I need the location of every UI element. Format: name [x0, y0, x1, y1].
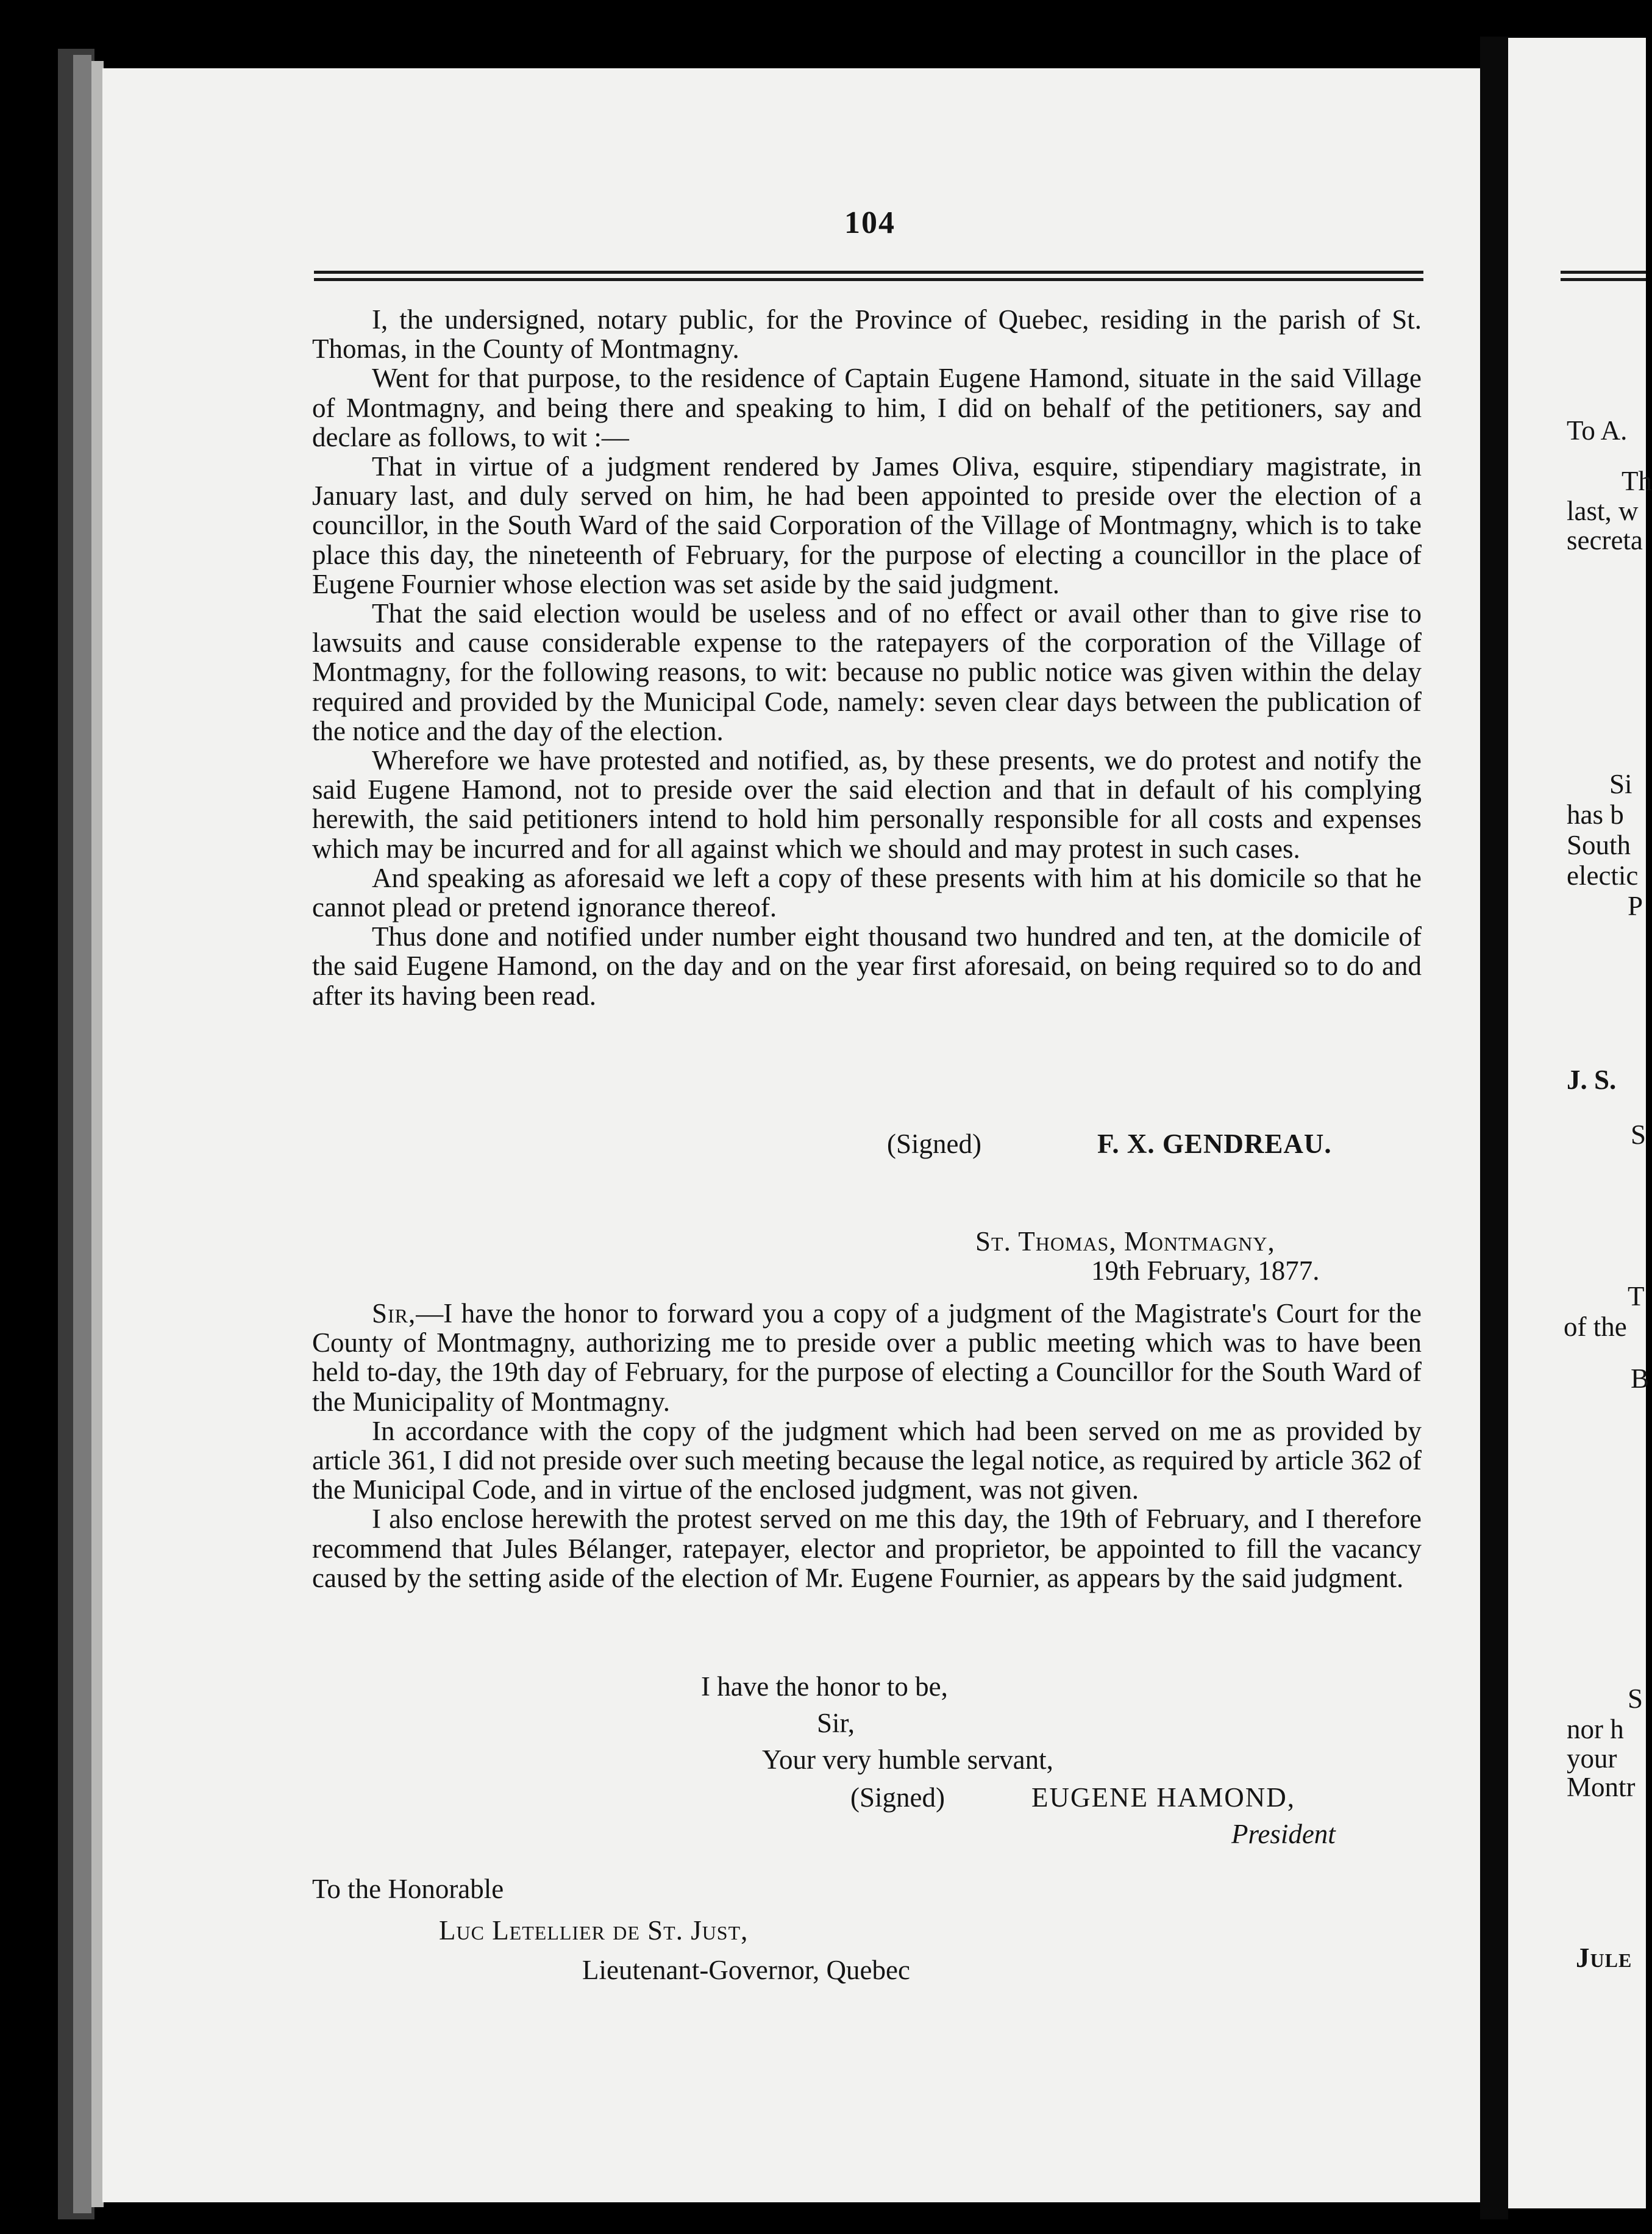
notary-signature: F. X. GENDREAU. [1097, 1129, 1332, 1159]
facing-fragment: South [1567, 830, 1631, 860]
facing-rule-bottom [1561, 278, 1646, 281]
addressee-title: Lieutenant-Governor, Quebec [582, 1955, 910, 1985]
notary-signed-label: (Signed) [887, 1129, 981, 1159]
facing-fragment: S [1631, 1119, 1647, 1150]
facing-fragment: Montr [1567, 1772, 1636, 1802]
facing-fragment: secreta [1567, 525, 1643, 555]
facing-fragment: B [1631, 1363, 1650, 1394]
addressee-line: To the Honorable [312, 1874, 504, 1904]
letter-salutation: Sir, [372, 1298, 416, 1329]
facing-fragment: J. S. [1567, 1065, 1617, 1095]
letter-closing-sir: Sir, [817, 1708, 855, 1738]
book-spine [1480, 37, 1508, 2219]
letter-signature: EUGENE HAMOND, [1031, 1782, 1295, 1813]
notarial-paragraph: And speaking as aforesaid we left a copy of these presents with him at his domicile so that he cannot plead or pretend ignorance thereof. [312, 862, 1422, 923]
letter-paragraph [312, 1299, 1422, 1416]
facing-fragment: Si [1609, 769, 1632, 799]
notarial-paragraph: That in virtue of a judgment rendered by James Oliva, esquire, stipendiary magistrate, in January last, and duly served on him, he had been appointed to preside over the election of a councillor, in the South Ward of the said Corporation of the Village of Montmagny, which is to take place this day, the nineteenth of February, for the purpose of electing a councillor in the place of Eugene Fournier whose election was set aside by the said judgment. [312, 451, 1422, 599]
notarial-paragraph: Went for that purpose, to the residence of Captain Eugene Hamond, situate in the said Village of Montmagny, and being there and speaking to him, I did on behalf of the petitioners, say and declare as follows, to wit :— [312, 363, 1422, 452]
page-number: 104 [844, 205, 895, 240]
facing-fragment: S [1628, 1683, 1643, 1714]
facing-fragment: your [1567, 1743, 1617, 1774]
letter-body [312, 1299, 1422, 1593]
notarial-act [312, 305, 1422, 1010]
letter-first-paragraph: —I have the honor to forward you a copy of a judgment of the Magistrate's Court for the County of Montmagny, authorizing me to preside over a public meeting which was to have been held to-day, the 19th day of February, for the purpose of electing a Councillor for the South Ward of the Municipality of Montmagny. [312, 1298, 1422, 1417]
facing-page [1508, 38, 1646, 2208]
letter-signed-label: (Signed) [850, 1782, 945, 1813]
facing-fragment: To A. [1567, 415, 1628, 446]
letter-closing: I have the honor to be, [701, 1671, 948, 1702]
notarial-paragraph: Wherefore we have protested and notified, as, by these presents, we do protest and notify the said Eugene Hamond, not to preside over the said election and that in default of his complying herewith, the said petitioners intend to hold him personally responsible for all costs and expenses which may be incurred and for all against which we should and may protest in such cases. [312, 745, 1422, 864]
letter-closing-servant: Your very humble servant, [762, 1744, 1053, 1775]
letter-date: 19th February, 1877. [1091, 1255, 1320, 1286]
header-rule-bottom [314, 278, 1423, 281]
letter-paragraph: In accordance with the copy of the judgment which had been served on me as provided by article 361, I did not preside over such meeting because the legal notice, as required by article 362 of the Municipal Code, and in virtue of the enclosed judgment, was not given. [312, 1415, 1422, 1505]
facing-fragment: of the [1564, 1311, 1627, 1342]
facing-fragment: electic [1567, 860, 1639, 891]
header-rule-top [314, 271, 1423, 274]
facing-fragment: nor h [1567, 1714, 1624, 1744]
facing-fragment: P [1628, 891, 1643, 921]
facing-fragment: Jule [1576, 1943, 1632, 1973]
facing-fragment: last, w [1567, 496, 1639, 526]
notarial-paragraph: I, the undersigned, notary public, for the Province of Quebec, residing in the parish of St. Thomas, in the County of Montmagny. [312, 304, 1422, 365]
facing-fragment: T [1628, 1281, 1645, 1311]
notarial-paragraph: That the said election would be useless and of no effect or avail other than to give rise to lawsuits and cause considerable expense to the ratepayers of the corporation of the Village of Montmagny, for the following reasons, to wit: because no public notice was given within the delay required and provided by the Municipal Code, namely: seven clear days between the publication of the notice and the day of the election. [312, 598, 1422, 746]
letter-signatory-title: President [1231, 1819, 1336, 1849]
facing-fragment: Th [1622, 466, 1652, 496]
facing-fragment: has b [1567, 799, 1624, 830]
letter-paragraph: I also enclose herewith the protest served on me this day, the 19th of February, and I therefore recommend that Jules Bélanger, ratepayer, elector and proprietor, be appointed to fill the vacancy caused by the setting aside of the election of Mr. Eugene Fournier, as appears by the said judgment. [312, 1504, 1422, 1593]
notarial-paragraph: Thus done and notified under number eight thousand two hundred and ten, at the domicile of the said Eugene Hamond, on the day and on the year first aforesaid, on being required so to do and after its having been read. [312, 921, 1422, 1011]
addressee-name: Luc Letellier de St. Just, [439, 1915, 749, 1946]
letter-place: St. Thomas, Montmagny, [975, 1226, 1275, 1257]
facing-rule-top [1561, 271, 1646, 274]
